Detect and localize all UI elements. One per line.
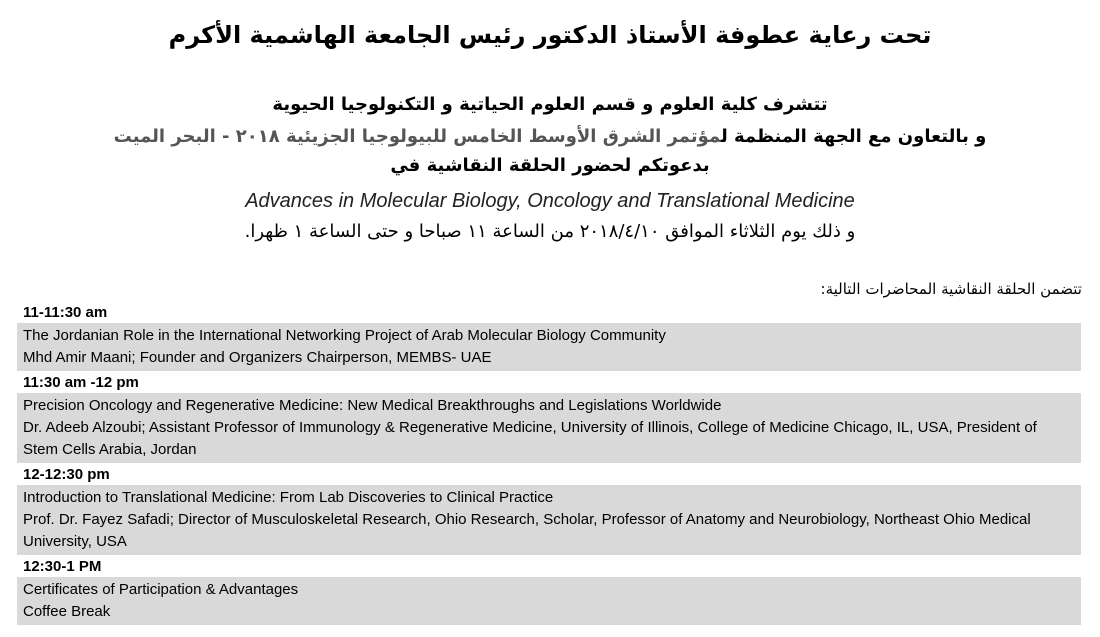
session-details [17, 577, 1081, 627]
session-time: 12:30-1 PM [17, 557, 1081, 577]
conference-name: مؤتمر الشرق الأوسط الخامس للبيولوجيا الجزيئية ٢٠١٨ - البحر الميت [113, 126, 721, 147]
session-details [17, 393, 1081, 465]
session-speaker: Coffee Break [23, 603, 111, 620]
session-title: Introduction to Translational Medicine: From Lab Discoveries to Clinical Practice [23, 489, 554, 506]
session-title: Certificates of Participation & Advantages [23, 581, 299, 598]
session-speaker: Dr. Adeeb Alzoubi; Assistant Professor of Immunology & Regenerative Medicine, University of Illinois, College of Medicine Chicago, IL, USA, President of Stem Cells Arabia, Jordan [23, 419, 1037, 458]
session-time: 12-12:30 pm [17, 465, 1081, 485]
session-title: The Jordanian Role in the International Networking Project of Arab Molecular Biology Community [23, 327, 666, 344]
session-time: 11-11:30 am [17, 303, 1081, 323]
faculty-line: تتشرف كلية العلوم و قسم العلوم الحياتية و التكنولوجيا الحيوية [272, 94, 828, 115]
patronage-heading: تحت رعاية عطوفة الأستاذ الدكتور رئيس الجامعة الهاشمية الأكرم [168, 21, 932, 49]
session-speaker: Prof. Dr. Fayez Safadi; Director of Musculoskeletal Research, Ohio Research, Scholar, Professor of Anatomy and Neurobiology, Northeast Ohio Medical University, USA [23, 511, 1031, 550]
invitation-line: بدعوتكم لحضور الحلقة النقاشية في [390, 155, 710, 176]
session-details [17, 323, 1081, 373]
date-line: و ذلك يوم الثلاثاء الموافق ٢٠١٨/٤/١٠ من الساعة ١١ صباحا و حتى الساعة ١ ظهرا. [244, 221, 856, 242]
session-details [17, 485, 1081, 557]
session-speaker: Mhd Amir Maani; Founder and Organizers Chairperson, MEMBS- UAE [23, 349, 492, 366]
schedule-table [17, 303, 1081, 627]
seminar-title: Advances in Molecular Biology, Oncology and Translational Medicine [245, 190, 855, 212]
cooperation-prefix: و بالتعاون مع الجهة المنظمة ل [720, 126, 987, 147]
lectures-intro: تتضمن الحلقة النقاشية المحاضرات التالية: [820, 280, 1082, 298]
cooperation-line [0, 124, 1100, 150]
session-title: Precision Oncology and Regenerative Medicine: New Medical Breakthroughs and Legislations Worldwide [23, 397, 722, 414]
session-time: 11:30 am -12 pm [17, 373, 1081, 393]
